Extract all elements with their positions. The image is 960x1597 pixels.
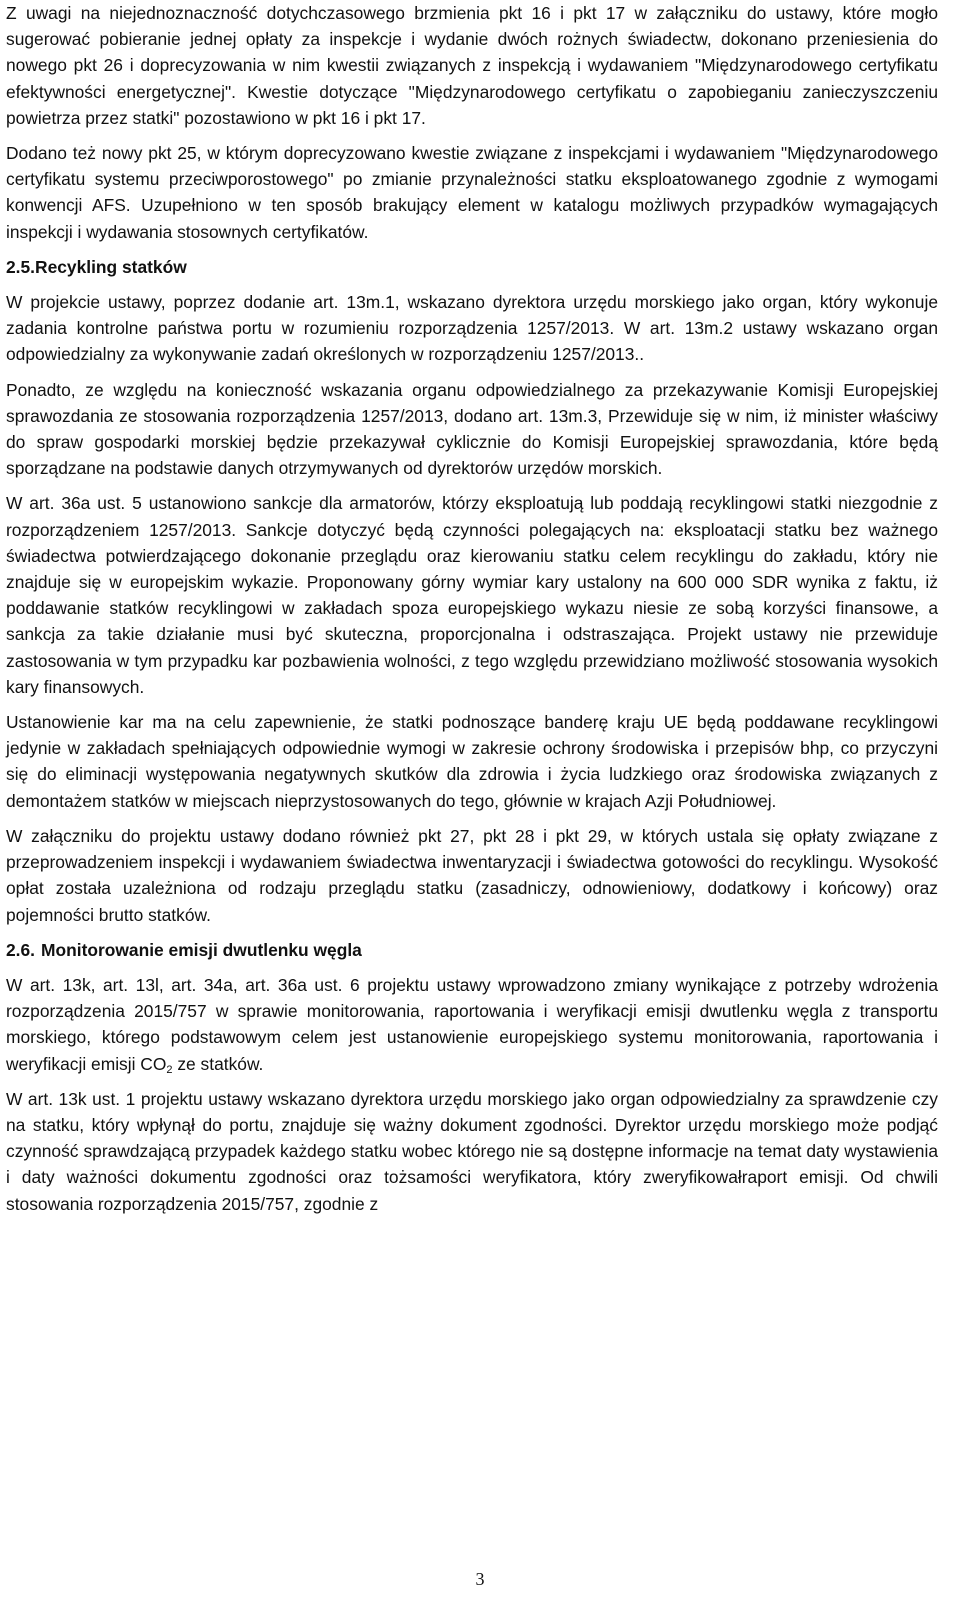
section-number: 2.6.: [6, 939, 36, 960]
paragraph-co2-regulation: [6, 972, 938, 1077]
paragraph-annex-points-16-17: Z uwagi na niejednoznaczność dotychczasowego brzmienia pkt 16 i pkt 17 w załączniku do ustawy, które mogło sugerować pobieranie jednej opłaty za inspekcje i wydanie dwóch rożnych świadectw, dokonano przeniesienia do nowego pkt 26 i doprecyzowania w nim kwestii związanych z inspekcją i wydawaniem "Międzynarodowego certyfikatu efektywności energetycznej". Kwestie dotyczące "Międzynarodowego certyfikatu o zapobieganiu zanieczyszczeniu powietrza przez statki" pozostawiono w pkt 16 i pkt 17.: [6, 3, 938, 128]
paragraph-penalties-purpose: Ustanowienie kar ma na celu zapewnienie, że statki podnoszące banderę kraju UE będą poddawane recyklingowi jedynie w zakładach spełniających odpowiednie wymogi w zakresie ochrony środowiska i przepisów bhp, co przyczyni się do eliminacji występowania negatywnych skutków dla zdrowia i życia ludzkiego oraz środowiska związanych z demontażem statków w miejscach nieprzystosowanych do tego, głównie w krajach Azji Południowej.: [6, 712, 938, 811]
paragraph-art-36a-sanctions: W art. 36a ust. 5 ustanowiono sankcje dla armatorów, którzy eksploatują lub poddają recyklingowi statki niezgodnie z rozporządzeniem 1257/2013. Sankcje dotyczyć będą czynności polegających na: eksploatacji statku bez ważnego świadectwa potwierdzającego dokonanie przeglądu oraz kierowaniu statku celem recyklingu do zakładu, który nie znajduje się w europejskim wykazie. Proponowany górny wymiar kary ustalony na 600 000 SDR wynika z faktu, iż poddawanie statków recyklingowi w zakładach spoza europejskiego wykazu niesie ze sobą korzyści finansowe, a sankcja za takie działanie musi być skuteczna, proporcjonalna i odstraszająca. Projekt ustawy nie przewiduje zastosowania w tym przypadku kar pozbawienia wolności, z tego względu przewidziano możliwość stosowania wysokich kary finansowych.: [6, 493, 938, 697]
section-title: Monitorowanie emisji dwutlenku węgla: [41, 939, 362, 960]
paragraph-art-13m-authority: W projekcie ustawy, poprzez dodanie art. 13m.1, wskazano dyrektora urzędu morskiego jako organ, który wykonuje zadania kontrolne państwa portu w rozumieniu rozporządzenia 1257/2013. W art. 13m.2 ustawy wskazano organ odpowiedzialny za wykonywanie zadań określonych w rozporządzeniu 1257/2013..: [6, 292, 938, 365]
paragraph-art-13m3-reporting: Ponadto, ze względu na konieczność wskazania organu odpowiedzialnego za przekazywanie Komisji Europejskiej sprawozdania ze stosowania rozporządzenia 1257/2013, dodano art. 13m.3, Przewiduje się w nim, iż minister właściwy do spraw gospodarki morskiej będzie przekazywał cyklicznie do Komisji Europejskiej sprawozdania, które będą sporządzane na podstawie danych otrzymywanych od dyrektorów urzędów morskich.: [6, 379, 938, 479]
paragraph-annex-point-25: Dodano też nowy pkt 25, w którym doprecyzowano kwestie związane z inspekcjami i wydawaniem "Międzynarodowego certyfikatu systemu przeciwporostowego" po zmianie przynależności statku eksploatowanego zgodnie z wymogami konwencji AFS. Uzupełniono w ten sposób brakujący element w katalogu możliwych przypadków wymagających inspekcji i wydawania stosownych certyfikatów.: [6, 143, 938, 242]
paragraph-text: W art. 13k, art. 13l, art. 34a, art. 36a ust. 6 projektu ustawy wprowadzono zmiany wynikające z potrzeby wdrożenia rozporządzenia 2015/757 w sprawie monitorowania, raportowania i weryfikacji emisji dwutlenku węgla z transportu morskiego, którego podstawowym celem jest ustanowienie europejskiego systemu monitorowania, raportowania i weryfikacji emisji CO: [6, 974, 938, 1074]
paragraph-text: ze statków.: [172, 1053, 264, 1074]
section-heading-co2-monitoring: [6, 937, 938, 963]
document-page: [6, 0, 938, 1226]
page-number: 3: [475, 1569, 485, 1589]
section-heading-ship-recycling: [6, 254, 938, 280]
section-number: 2.5.: [6, 256, 36, 277]
co2-subscript: 2: [166, 1063, 173, 1076]
paragraph-annex-points-27-29: W załączniku do projektu ustawy dodano również pkt 27, pkt 28 i pkt 29, w których ustala się opłaty związane z przeprowadzeniem inspekcji i wydawaniem świadectwa inwentaryzacji i świadectwa gotowości do recyklingu. Wysokość opłat została uzależniona od rodzaju przeglądu statku (zasadniczy, odnowieniowy, dodatkowy i końcowy) oraz pojemności brutto statków.: [6, 825, 938, 925]
section-title: Recykling statków: [35, 256, 187, 277]
paragraph-art-13k-compliance: W art. 13k ust. 1 projektu ustawy wskazano dyrektora urzędu morskiego jako organ odpowiedzialny za sprawdzenie czy na statku, który wpłynął do portu, znajduje się ważny dokument zgodności. Dyrektor urzędu morskiego może podjąć czynność sprawdzającą przypadek każdego statku wobec którego nie są dostępne informacje na temat daty wystawienia i daty ważności dokumentu zgodności oraz tożsamości weryfikatora, który zweryfikowałraport emisji. Od chwili stosowania rozporządzenia 2015/757, zgodnie z: [6, 1088, 938, 1214]
